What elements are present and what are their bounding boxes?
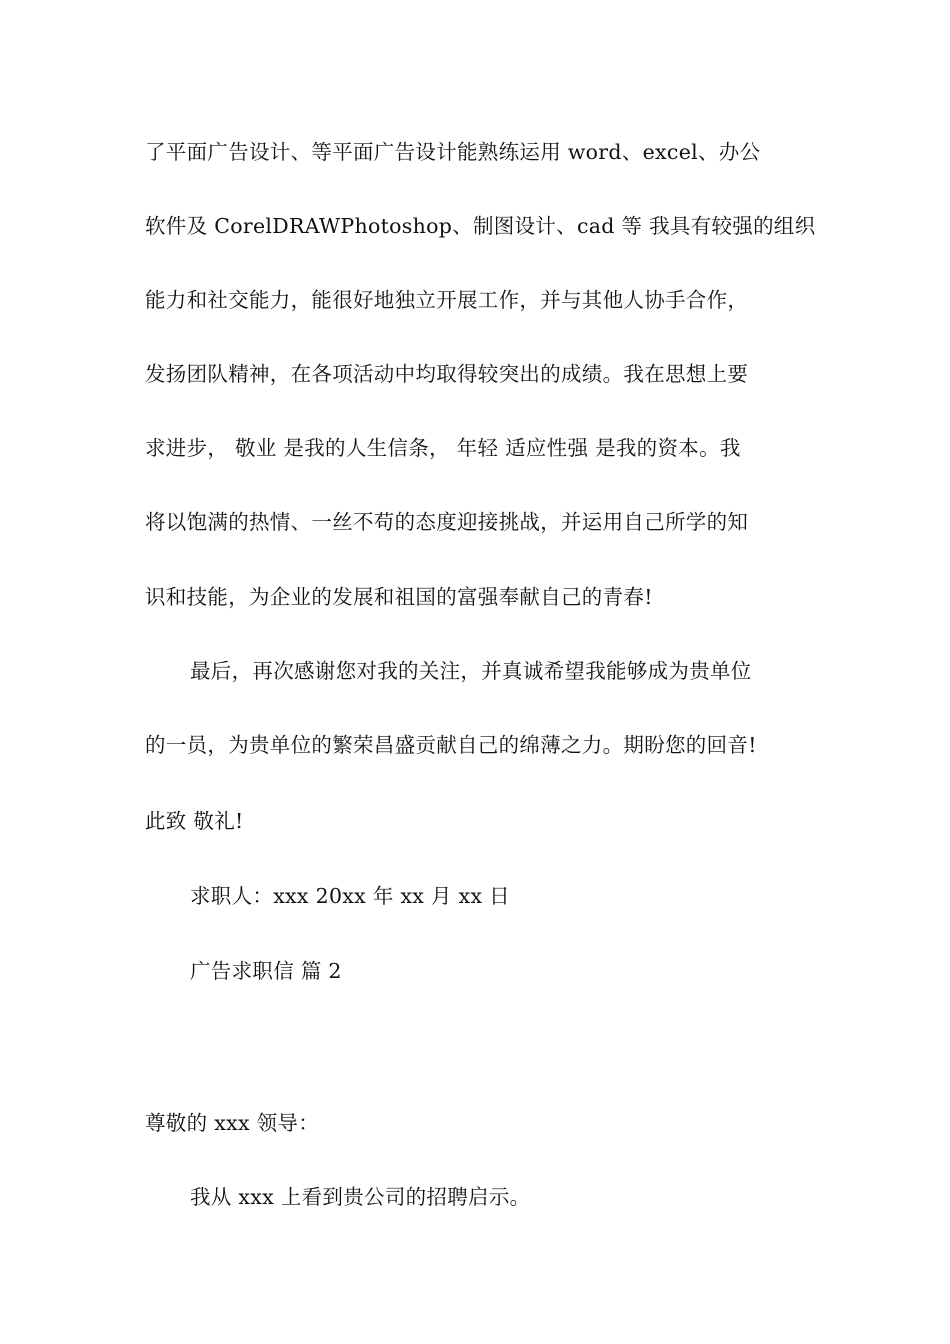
signature-line: 求职人：xxx 20xx 年 xx 月 xx 日 (190, 884, 510, 908)
paragraph-line: 最后，再次感谢您对我的关注，并真诚希望我能够成为贵单位 (190, 659, 752, 683)
paragraph-line: 发扬团队精神，在各项活动中均取得较突出的成绩。我在思想上要 (145, 362, 749, 386)
paragraph-line: 软件及 CorelDRAWPhotoshop、制图设计、cad 等 我具有较强的组织 (145, 214, 816, 238)
section-heading: 广告求职信 篇 2 (190, 959, 342, 983)
paragraph-line: 我从 xxx 上看到贵公司的招聘启示。 (190, 1185, 531, 1209)
paragraph-line: 将以饱满的热情、一丝不苟的态度迎接挑战，并运用自己所学的知 (145, 510, 749, 534)
paragraph-line: 的一员，为贵单位的繁荣昌盛贡献自己的绵薄之力。期盼您的回音! (145, 733, 757, 757)
greeting-line: 尊敬的 xxx 领导： (145, 1111, 320, 1135)
paragraph-line: 识和技能，为企业的发展和祖国的富强奉献自己的青春! (145, 585, 653, 609)
paragraph-line: 求进步， 敬业 是我的人生信条， 年轻 适应性强 是我的资本。我 (145, 436, 741, 460)
closing-salutation: 此致 敬礼! (145, 809, 244, 833)
paragraph-line: 能力和社交能力，能很好地独立开展工作，并与其他人协手合作， (145, 288, 749, 312)
paragraph-line: 了平面广告设计、等平面广告设计能熟练运用 word、excel、办公 (145, 140, 761, 164)
